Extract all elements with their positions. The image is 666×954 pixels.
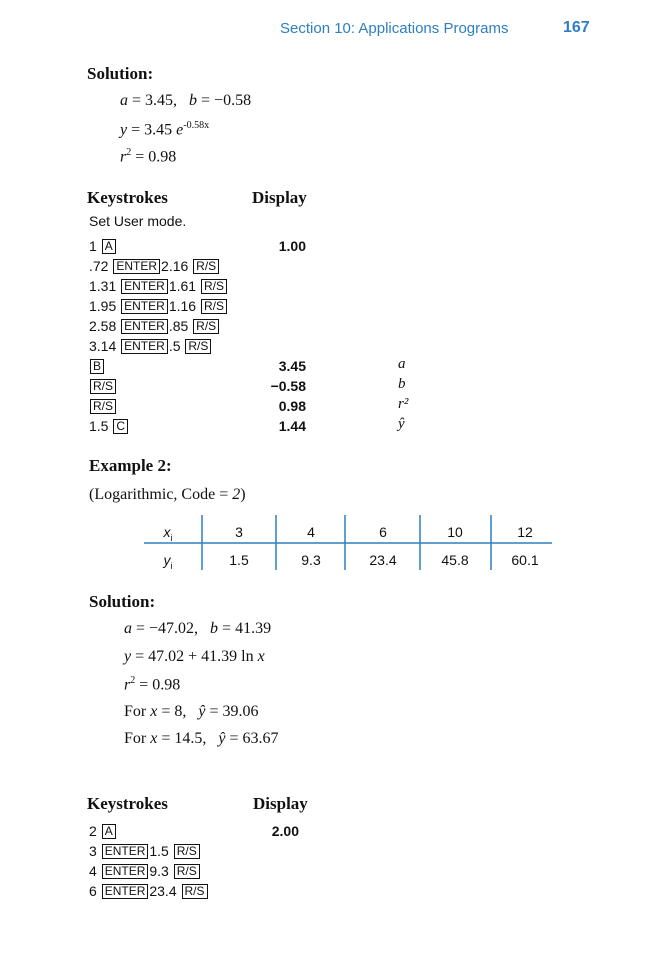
var-b: b — [210, 620, 219, 637]
key-label: R/S — [174, 864, 200, 879]
solution2-ab-line — [124, 620, 271, 638]
solution2-for8-line — [124, 703, 259, 721]
r-exponent: 2 — [130, 675, 136, 686]
keystrokes-heading-2: Keystrokes — [87, 794, 168, 813]
data-table — [144, 515, 552, 570]
b-value: = 41.39 — [218, 620, 272, 637]
solution1-r-line — [120, 147, 176, 166]
key-label: ENTER — [102, 864, 149, 879]
y-value-cell: 60.1 — [511, 552, 539, 568]
table-grid — [144, 515, 552, 570]
var-x: x — [257, 648, 265, 665]
var-yhat: ŷ — [198, 703, 206, 720]
solution-heading-1: Solution: — [87, 64, 154, 83]
keystroke-text: 3 — [89, 843, 101, 859]
var-y: y — [120, 121, 128, 139]
key-label: ENTER — [121, 319, 168, 334]
subtitle-end: ) — [240, 486, 246, 503]
keystroke-text: 1.16 — [168, 298, 200, 314]
y-value-cell: 45.8 — [441, 552, 469, 568]
solution2-r-line — [124, 675, 180, 694]
user-mode-note: Set User mode. — [89, 213, 187, 229]
solution1-y-line — [120, 120, 209, 139]
x-value-cell: 10 — [447, 524, 463, 540]
keystroke-text: 6 — [89, 883, 101, 899]
keystroke-text: 1.61 — [168, 278, 200, 294]
key-label: R/S — [193, 319, 219, 334]
keystroke-row — [89, 278, 228, 294]
keystroke-text: 1.5 — [149, 843, 173, 859]
keystroke-row — [89, 823, 117, 839]
key-label: ENTER — [121, 339, 168, 354]
y-exponent: -0.58x — [183, 120, 210, 131]
keystroke-row — [89, 358, 105, 374]
keystroke-text: 3.14 — [89, 338, 121, 354]
result-variable: b — [398, 376, 406, 392]
for-label: For — [124, 703, 151, 720]
subtitle-text: (Logarithmic, Code = — [89, 486, 233, 503]
key-label: A — [102, 824, 116, 839]
yhat-value: = 39.06 — [205, 703, 259, 720]
keystroke-text: 1.95 — [89, 298, 121, 314]
keystroke-text: .72 — [89, 258, 113, 274]
solution1-ab-line — [120, 92, 251, 110]
example-2-heading: Example 2: — [89, 456, 172, 475]
keystroke-row — [89, 398, 117, 414]
y-equation: = 3.45 — [127, 121, 177, 139]
keystroke-text: 2 — [89, 823, 101, 839]
page-number: 167 — [563, 19, 590, 36]
key-label: R/S — [174, 844, 200, 859]
keystroke-text: 4 — [89, 863, 101, 879]
x-value-cell: 4 — [307, 524, 315, 540]
key-label: R/S — [201, 279, 227, 294]
result-variable: ŷ — [398, 416, 405, 432]
r-exponent: 2 — [126, 147, 132, 158]
keystroke-text: 2.16 — [161, 258, 193, 274]
key-label: ENTER — [121, 279, 168, 294]
keystroke-text: 1 — [89, 238, 101, 254]
key-label: R/S — [182, 884, 208, 899]
keystroke-row — [89, 238, 117, 254]
keystroke-row — [89, 258, 220, 274]
y-equation: = 47.02 + 41.39 ln — [131, 648, 258, 665]
solution2-y-line — [124, 648, 265, 666]
y-value-cell: 1.5 — [229, 552, 249, 568]
display-heading-2: Display — [253, 794, 308, 813]
key-label: R/S — [201, 299, 227, 314]
r-value: = 0.98 — [135, 676, 181, 694]
display-value: 0.98 — [278, 398, 306, 414]
display-value: 1.44 — [278, 418, 306, 434]
display-value: 3.45 — [278, 358, 306, 374]
y-subscript: i — [170, 560, 173, 571]
key-label: R/S — [185, 339, 211, 354]
y-value-cell: 9.3 — [301, 552, 321, 568]
keystrokes-heading-1: Keystrokes — [87, 188, 168, 207]
key-label: B — [90, 359, 104, 374]
keystroke-row — [89, 883, 209, 899]
y-header — [148, 552, 188, 571]
x-value-cell: 12 — [517, 524, 533, 540]
display-value: −0.58 — [270, 378, 306, 394]
code-value: 2 — [232, 486, 241, 503]
display-heading-1: Display — [252, 188, 307, 207]
var-b: b — [189, 92, 198, 109]
solution2-for145-line — [124, 730, 279, 748]
x-label: x — [163, 524, 171, 540]
key-label: A — [102, 239, 116, 254]
key-label: R/S — [90, 399, 116, 414]
keystroke-row — [89, 338, 212, 354]
var-r: r — [124, 676, 131, 694]
result-variable: a — [398, 356, 406, 372]
x-subscript: i — [170, 532, 173, 543]
keystroke-text: .5 — [168, 338, 185, 354]
var-a: a — [120, 92, 128, 109]
x-value-cell: 6 — [379, 524, 387, 540]
a-value: = 3.45, — [128, 92, 178, 109]
key-label: ENTER — [102, 844, 149, 859]
key-label: ENTER — [113, 259, 160, 274]
keystroke-row — [89, 298, 228, 314]
key-label: C — [113, 419, 128, 434]
keystroke-row — [89, 863, 201, 879]
a-value: = −47.02, — [132, 620, 199, 637]
display-value: 1.00 — [278, 238, 306, 254]
var-r: r — [120, 148, 127, 166]
keystroke-text: 1.5 — [89, 418, 113, 434]
example-2-subtitle — [89, 486, 246, 504]
for-label: For — [124, 730, 151, 747]
key-label: ENTER — [102, 884, 149, 899]
keystroke-text: .85 — [168, 318, 193, 334]
keystroke-text: 2.58 — [89, 318, 121, 334]
x-value: = 8, — [157, 703, 187, 720]
x-value-cell: 3 — [235, 524, 243, 540]
keystroke-text: 9.3 — [149, 863, 173, 879]
key-label: R/S — [90, 379, 116, 394]
r-value: = 0.98 — [131, 148, 177, 166]
var-x: x — [150, 703, 158, 720]
keystroke-row — [89, 318, 220, 334]
result-variable: r² — [398, 396, 409, 412]
keystroke-row — [89, 843, 201, 859]
yhat-value: = 63.67 — [225, 730, 279, 747]
y-value-cell: 23.4 — [369, 552, 397, 568]
var-a: a — [124, 620, 132, 637]
solution-heading-2: Solution: — [89, 592, 156, 611]
key-label: ENTER — [121, 299, 168, 314]
section-title: Section 10: Applications Programs — [280, 20, 509, 37]
keystroke-text: 1.31 — [89, 278, 121, 294]
keystroke-row — [89, 418, 129, 434]
b-value: = −0.58 — [197, 92, 252, 109]
keystroke-text: 23.4 — [149, 883, 181, 899]
var-x: x — [150, 730, 158, 747]
var-y: y — [124, 648, 132, 665]
display-value: 2.00 — [271, 823, 299, 839]
key-label: R/S — [193, 259, 219, 274]
keystroke-row — [89, 378, 117, 394]
x-header — [148, 524, 188, 543]
var-e: e — [176, 121, 184, 139]
y-label: y — [163, 552, 171, 568]
x-value: = 14.5, — [157, 730, 207, 747]
var-yhat: ŷ — [218, 730, 226, 747]
